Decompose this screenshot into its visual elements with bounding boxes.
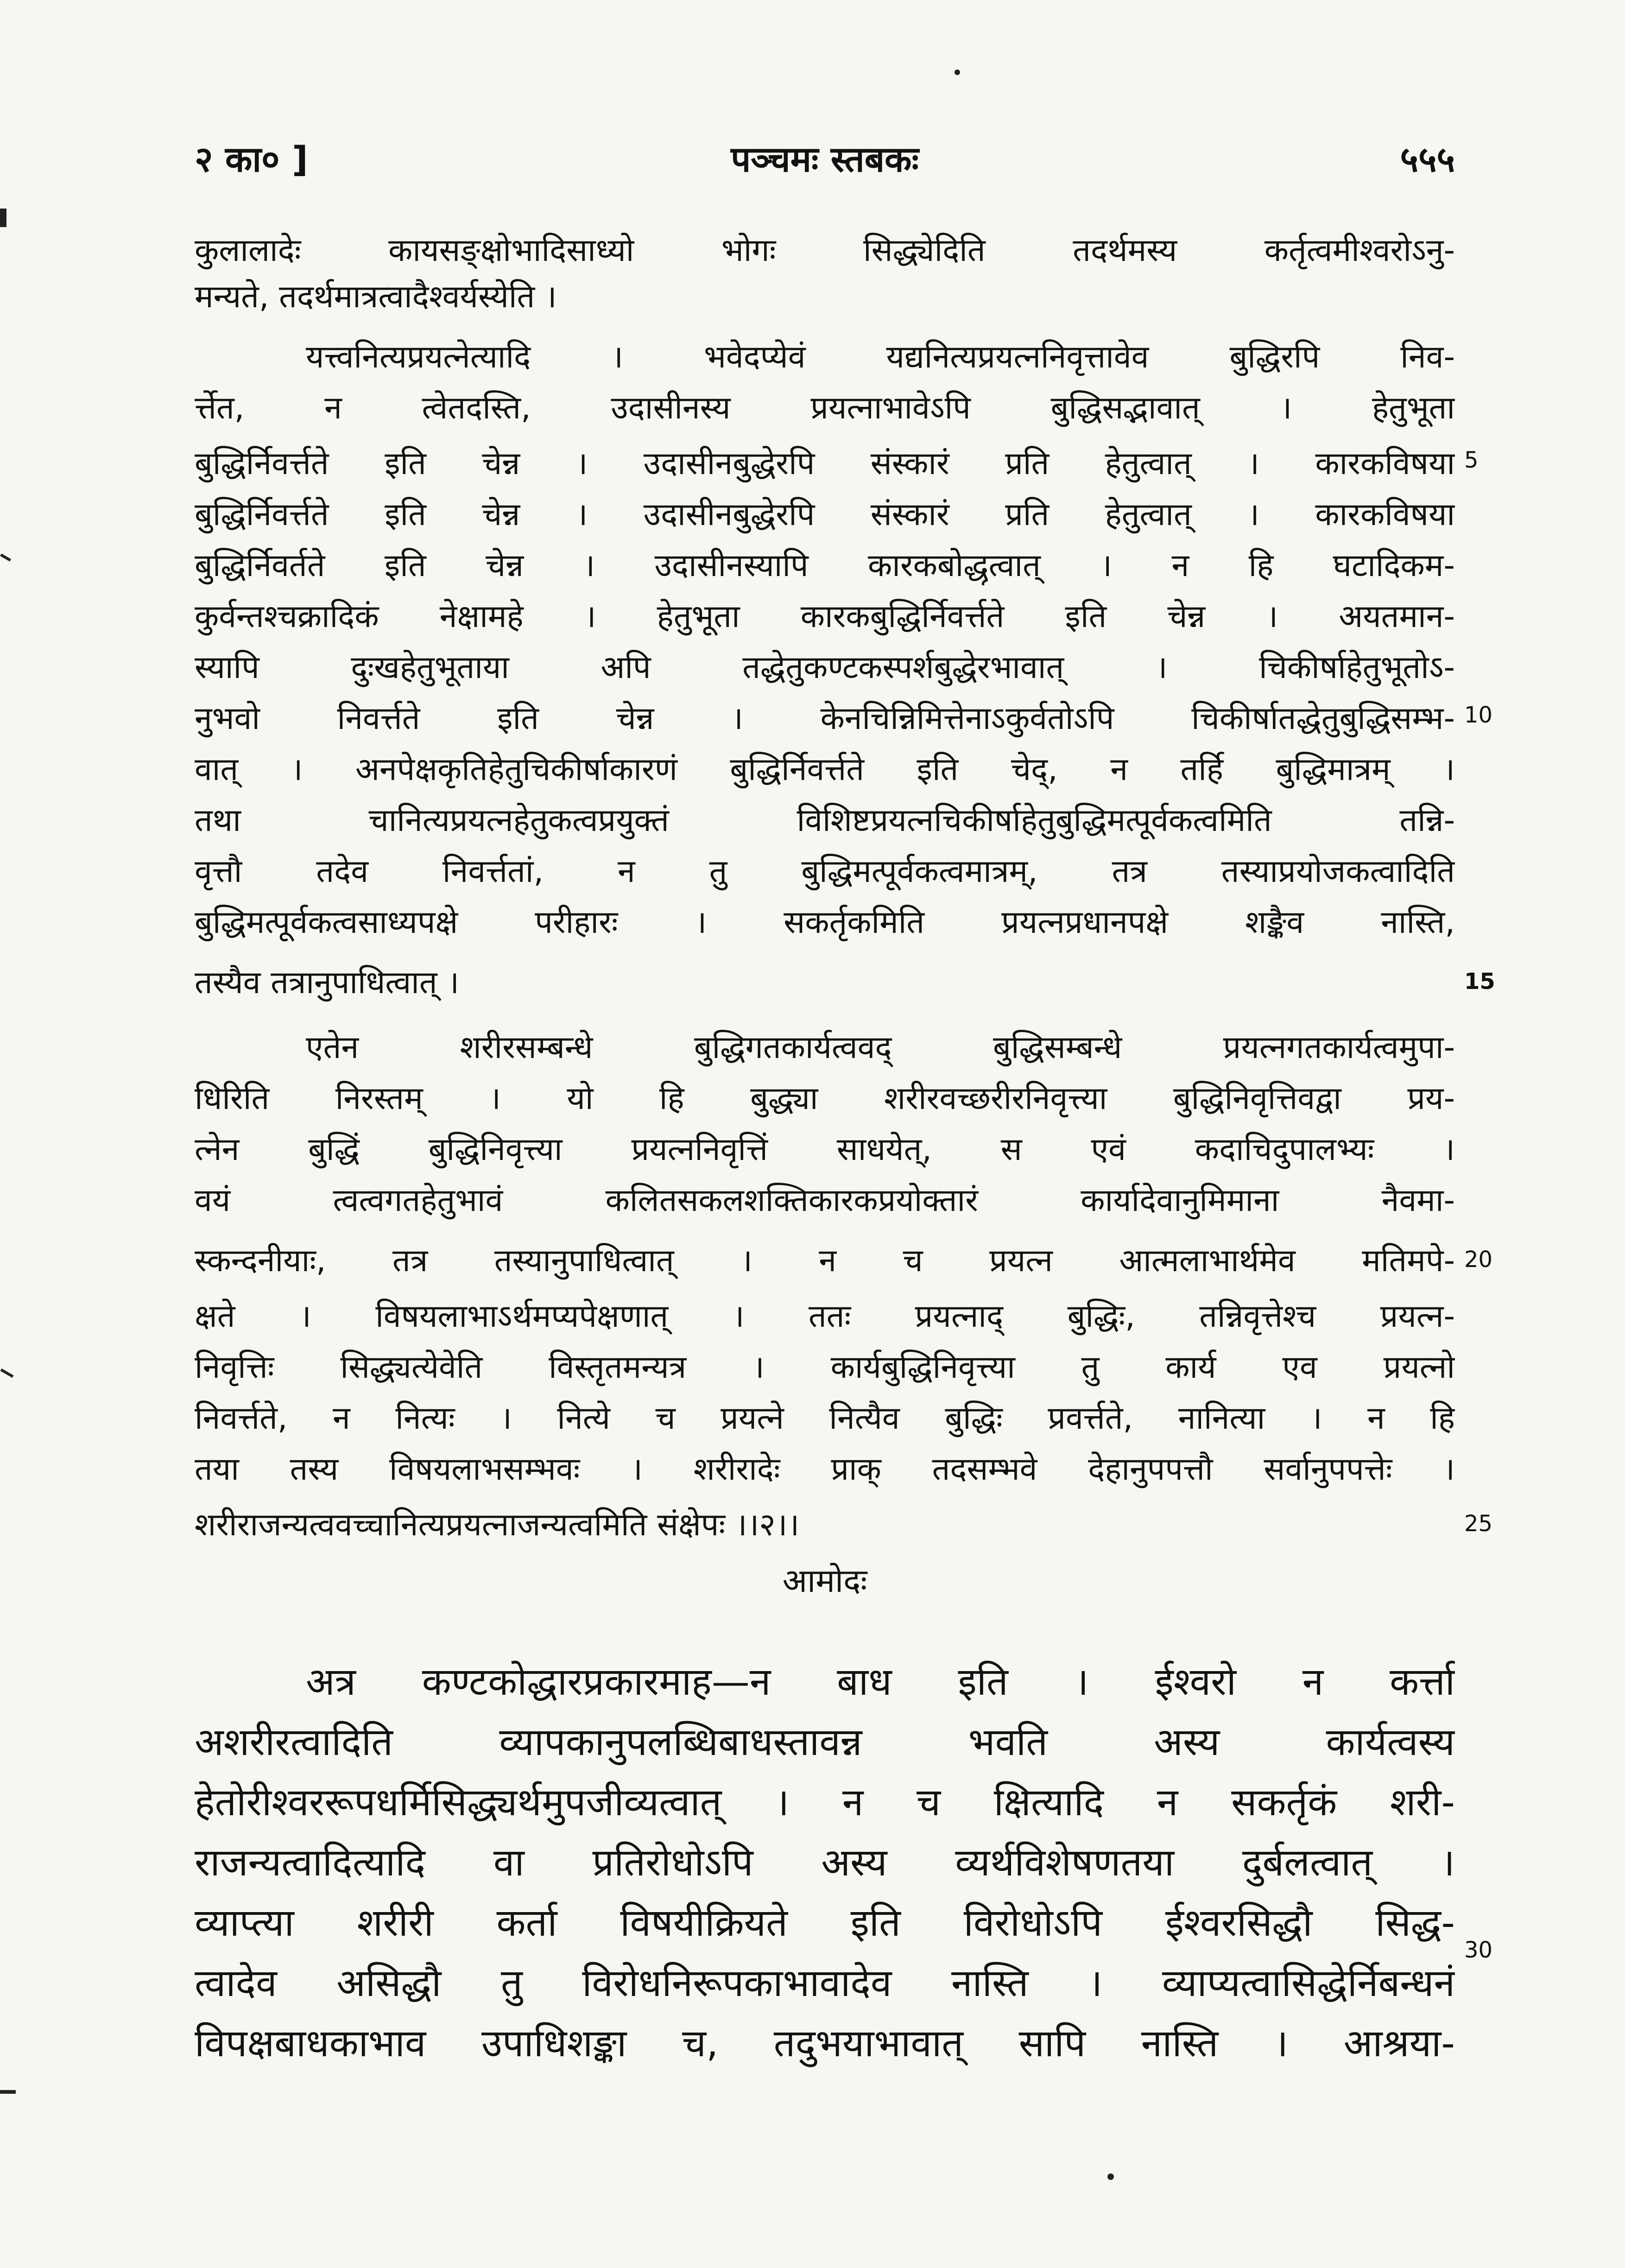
body-line: एतेन शरीरसम्बन्धे बुद्धिगतकार्यत्ववद् बुद्धिसम्बन्धे प्रयत्नगतकार्यत्वमुपा-: [306, 1029, 1455, 1066]
body-line: बुद्धिर्निवर्त्तते इति चेन्न । उदासीनबुद्धेरपि संस्कारं प्रति हेतुत्वात् । कारकविषया: [195, 496, 1455, 533]
body-line: वात् । अनपेक्षकृतिहेतुचिकीर्षाकारणं बुद्धिर्निवर्त्तते इति चेद्, न तर्हि बुद्धिमात्रम् ।: [195, 751, 1455, 788]
amoda-line: त्वादेव असिद्धौ तु विरोधनिरूपकाभावादेव नास्ति । व्याप्यत्वासिद्धेर्निबन्धनं: [195, 1961, 1455, 2005]
body-line: कुलालादेः कायसङ्क्षोभादिसाध्यो भोगः सिद्ध्येदिति तदर्थमस्य कर्तृत्वमीश्वरोऽनु-: [195, 232, 1455, 269]
body-line: बुद्धिर्निवर्तते इति चेन्न । उदासीनस्यापि कारकबोद्धृत्वात् । न हि घटादिकम-: [195, 547, 1455, 584]
body-line: स्यापि दुःखहेतुभूताया अपि तद्धेतुकण्टकस्पर्शबुद्धेरभावात् । चिकीर्षाहेतुभूतोऽ-: [195, 649, 1455, 686]
page-number: ५५५: [1400, 139, 1455, 180]
body-line: त्नेन बुद्धिं बुद्धिनिवृत्त्या प्रयत्ननिवृत्तिं साधयेत्, स एवं कदाचिदुपालभ्यः ।: [195, 1131, 1455, 1168]
amoda-line: हेतोरीश्वररूपधर्मिसिद्ध्यर्थमुपजीव्यत्वात् । न च क्षित्यादि न सकर्तृकं शरी-: [195, 1780, 1455, 1825]
body-line: वृत्तौ तदेव निवर्त्ततां, न तु बुद्धिमत्पूर्वकत्वमात्रम्, तत्र तस्याप्रयोजकत्वादिति: [195, 853, 1455, 890]
scan-mark: [1107, 2173, 1114, 2180]
body-line: निवृत्तिः सिद्ध्यत्येवेति विस्तृतमन्यत्र । कार्यबुद्धिनिवृत्त्या तु कार्य एव प्रयत्नो: [195, 1349, 1455, 1386]
body-line: तथा चानित्यप्रयत्नहेतुकत्वप्रयुक्तं विशिष्टप्रयत्नचिकीर्षाहेतुबुद्धिमत्पूर्वकत्वमिति तन्नि-: [195, 802, 1455, 839]
body-line: वयं त्वत्वगतहेतुभावं कलितसकलशक्तिकारकप्रयोक्तारं कार्यादेवानुमिमाना नैवमा-: [195, 1182, 1455, 1219]
body-line: यत्त्वनित्यप्रयत्नेत्यादि । भवेदप्येवं यद्यनित्यप्रयत्ननिवृत्तावेव बुद्धिरपि निव-: [306, 339, 1455, 375]
line-number: 15: [1464, 969, 1495, 995]
body-line: क्षते । विषयलाभाऽर्थमप्यपेक्षणात् । ततः प्रयत्नाद् बुद्धिः, तन्निवृत्तेश्च प्रयत्न-: [195, 1298, 1455, 1335]
amoda-line: व्याप्त्या शरीरी कर्ता विषयीक्रियते इति विरोधोऽपि ईश्वरसिद्धौ सिद्ध-: [195, 1901, 1455, 1945]
body-line: बुद्धिर्निवर्त्तते इति चेन्न । उदासीनबुद्धेरपि संस्कारं प्रति हेतुत्वात् । कारकविषया: [195, 445, 1455, 482]
section-marker: २ का० ]: [195, 139, 308, 180]
page-header: [195, 134, 1455, 185]
section-heading: आमोदः: [782, 1562, 867, 1600]
body-line: तया तस्य विषयलाभसम्भवः । शरीरादेः प्राक् तदसम्भवे देहानुपपत्तौ सर्वानुपपत्तेः ।: [195, 1451, 1455, 1488]
scan-mark: [955, 70, 960, 75]
line-number: 10: [1464, 702, 1493, 728]
scan-mark: [0, 2090, 16, 2094]
scan-mark: [0, 209, 6, 227]
body-line: शरीराजन्यत्ववच्चानित्यप्रयत्नाजन्यत्वमिति संक्षेपः ।।२।।: [195, 1507, 800, 1543]
body-line: मन्यते, तदर्थमात्रत्वादैश्वर्यस्येति ।: [195, 279, 557, 315]
amoda-line: अत्र कण्टकोद्धारप्रकारमाह—न बाध इति । ईश्वरो न कर्त्ता: [306, 1660, 1455, 1704]
body-line: कुर्वन्तश्चक्रादिकं नेक्षामहे । हेतुभूता कारकबुद्धिर्निवर्त्तते इति चेन्न । अयतमान-: [195, 598, 1455, 635]
scan-mark: [0, 553, 11, 561]
body-line: निवर्त्तते, न नित्यः । नित्ये च प्रयत्ने नित्यैव बुद्धिः प्रवर्त्तते, नानित्या । न हि: [195, 1400, 1455, 1437]
line-number: 25: [1464, 1511, 1493, 1537]
line-number: 20: [1464, 1247, 1493, 1273]
body-line: स्कन्दनीयाः, तत्र तस्यानुपाधित्वात् । न च प्रयत्न आत्मलाभार्थमेव मतिमपे-: [195, 1242, 1455, 1279]
line-number: 30: [1464, 1937, 1493, 1963]
amoda-line: राजन्यत्वादित्यादि वा प्रतिरोधोऽपि अस्य व्यर्थविशेषणतया दुर्बलत्वात् ।: [195, 1841, 1455, 1885]
body-line: बुद्धिमत्पूर्वकत्वसाध्यपक्षे परीहारः । सकर्तृकमिति प्रयत्नप्रधानपक्षे शङ्कैव नास्ति,: [195, 904, 1455, 941]
amoda-line: अशरीरत्वादिति व्यापकानुपलब्धिबाधस्तावन्न भवति अस्य कार्यत्वस्य: [195, 1720, 1455, 1764]
body-line: धिरिति निरस्तम् । यो हि बुद्ध्या शरीरवच्छरीरनिवृत्त्या बुद्धिनिवृत्तिवद्वा प्रय-: [195, 1080, 1455, 1117]
line-number: 5: [1464, 447, 1479, 473]
running-title: पञ्चमः स्तबकः: [731, 139, 919, 180]
body-line: नुभवो निवर्त्तते इति चेन्न । केनचिन्निमित्तेनाऽकुर्वतोऽपि चिकीर्षातद्धेतुबुद्धिसम्भ-: [195, 700, 1455, 737]
amoda-line: विपक्षबाधकाभाव उपाधिशङ्का च, तदुभयाभावात् सापि नास्ति । आश्रया-: [195, 2021, 1455, 2065]
body-line: तस्यैव तत्रानुपाधित्वात् ।: [195, 964, 459, 1001]
body-line: र्त्तेत, न त्वेतदस्ति, उदासीनस्य प्रयत्नाभावेऽपि बुद्धिसद्भावात् । हेतुभूता: [195, 390, 1455, 426]
scan-mark: [0, 1368, 14, 1378]
